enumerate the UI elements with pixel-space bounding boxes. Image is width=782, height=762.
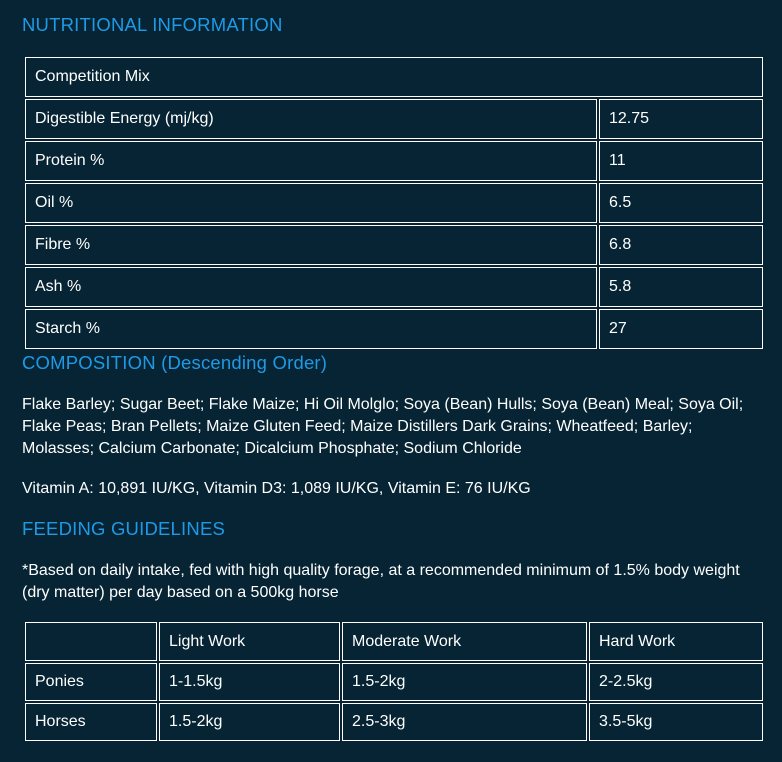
ingredients-text: Flake Barley; Sugar Beet; Flake Maize; Hi Oil Molglo; Soya (Bean) Hulls; Soya (Bean) Meal; Soya Oil; Flake Peas; Bran Pellets; Maize Gluten Feed; Maize Distillers Dark Grains; Wheatfeed; Barley; Molasses; Calcium Carbonate; Dicalcium Phosphate; Sodium Chloride: [22, 396, 744, 457]
hard-work-value: 2-2.5kg: [589, 663, 763, 701]
column-header-moderate: Moderate Work: [342, 622, 587, 661]
nutrient-label: Digestible Energy (mj/kg): [25, 99, 597, 139]
nutrient-value: 11: [599, 141, 763, 181]
row-label: Ponies: [25, 663, 157, 701]
feeding-guidelines-heading: FEEDING GUIDELINES: [22, 518, 226, 539]
moderate-work-value: 2.5-3kg: [342, 703, 587, 741]
nutrient-value: 6.5: [599, 183, 763, 223]
nutrient-label: Fibre %: [25, 225, 597, 265]
feeding-header-row: [25, 622, 763, 661]
table-row: [25, 703, 763, 741]
table-row: [25, 663, 763, 701]
nutritional-information-heading: NUTRITIONAL INFORMATION: [22, 14, 283, 35]
moderate-work-value: 1.5-2kg: [342, 663, 587, 701]
nutrition-table: [23, 55, 765, 351]
nutrient-value: 6.8: [599, 225, 763, 265]
nutrient-value: 5.8: [599, 267, 763, 307]
light-work-value: 1-1.5kg: [159, 663, 340, 701]
table-row: [25, 183, 763, 223]
table-row: [25, 267, 763, 307]
nutrient-value: 12.75: [599, 99, 763, 139]
table-row: [25, 225, 763, 265]
feeding-table: [23, 620, 765, 743]
nutrient-label: Oil %: [25, 183, 597, 223]
table-row: [25, 99, 763, 139]
nutrient-label: Starch %: [25, 309, 597, 349]
column-header-empty: [25, 622, 157, 661]
product-row: [25, 57, 763, 97]
feeding-note: *Based on daily intake, fed with high quality forage, at a recommended minimum of 1.5% body weight (dry matter) per day based on a 500kg horse: [22, 562, 740, 601]
nutrient-value: 27: [599, 309, 763, 349]
column-header-hard: Hard Work: [589, 622, 763, 661]
composition-heading: COMPOSITION (Descending Order): [22, 352, 328, 373]
light-work-value: 1.5-2kg: [159, 703, 340, 741]
vitamins-text: Vitamin A: 10,891 IU/KG, Vitamin D3: 1,089 IU/KG, Vitamin E: 76 IU/KG: [22, 480, 531, 497]
product-name: Competition Mix: [25, 57, 763, 97]
table-row: [25, 141, 763, 181]
column-header-light: Light Work: [159, 622, 340, 661]
nutrient-label: Ash %: [25, 267, 597, 307]
nutrient-label: Protein %: [25, 141, 597, 181]
row-label: Horses: [25, 703, 157, 741]
table-row: [25, 309, 763, 349]
hard-work-value: 3.5-5kg: [589, 703, 763, 741]
